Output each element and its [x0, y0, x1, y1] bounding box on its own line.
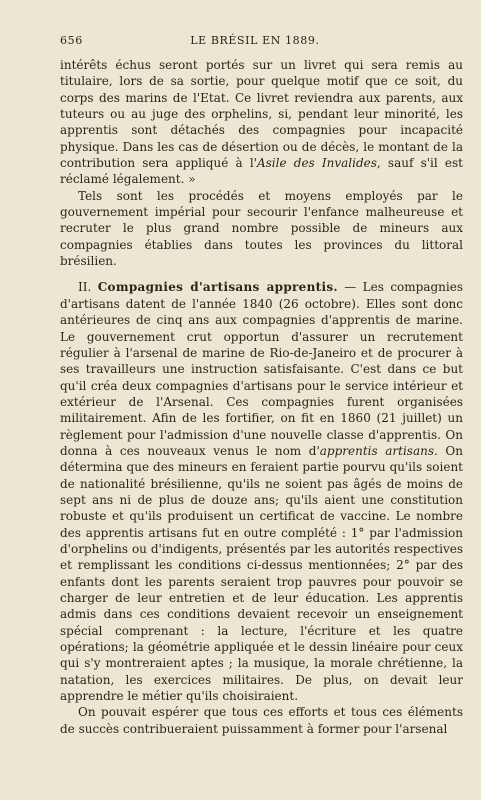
body-text — [60, 57, 463, 737]
paragraph-3-text-end: . On détermina que des mineurs en feraient partie pourvu qu'ils soient de nationalité brésilienne, qu'ils ne soient pas âgés de moins de sept ans ni de plus de douze ans; qu'ils aient une constitution robuste et qu'ils produisent un certificat de vaccine. Le nombre des apprentis artisans fut en outre complété : 1° par l'admission d'orphelins ou d'indigents, présentés par les autorités respectives et remplissant les conditions ci-dessus mentionnées; 2° par des enfants dont les parents seraient trop pauvres pour pouvoir se charger de leur entretien et de leur éducation. Les apprentis admis dans ces conditions devaient recevoir un enseignement spécial comprenant : la lecture, l'écriture et les quatre opérations; la géométrie appliquée et le dessin linéaire pour ceux qui s'y montreraient aptes ; la musique, la morale chrétienne, la natation, les exercices militaires. De plus, on devait leur apprendre le métier qu'ils choisiraient. — [60, 443, 463, 704]
paragraph-3 — [60, 279, 463, 704]
paragraph-2: Tels sont les procédés et moyens employés par le gouvernement impérial pour secourir l'enfance malheureuse et recruter le plus grand nombre possible de mineurs aux compagnies établies dans toutes les provinces du littoral brésilien. — [60, 188, 463, 269]
page-number: 656 — [60, 34, 83, 47]
paragraph-3-text: — Les compagnies d'artisans datent de l'année 1840 (26 octobre). Elles sont donc antérieures de cinq ans aux compagnies d'apprentis de marine. Le gouvernement crut opportun d'assurer un recrutement régulier à l'arsenal de marine de Rio-de-Janeiro et de procurer à ses travailleurs une instruction satisfaisante. C'est dans ce but qu'il créa deux compagnies d'artisans pour le service intérieur et extérieur de l'Arsenal. Ces compagnies furent organisées militairement. Afin de les fortifier, on fit en 1860 (21 juillet) un règlement pour l'admission d'une nouvelle classe d'apprentis. On donna à ces nouveaux venus le nom d' — [60, 280, 463, 458]
paragraph-4: On pouvait espérer que tous ces efforts et tous ces éléments de succès contribueraient puissamment à former pour l'arsenal — [60, 705, 463, 736]
paragraph-1-text: intérêts échus seront portés sur un livret qui sera remis au titulaire, lors de sa sortie, pour quelque motif que ce soit, du corps des marins de l'Etat. Ce livret reviendra aux parents, aux tuteurs ou au juge des orphelins, si, pendant leur minorité, les apprentis sont détachés des compagnies pour incapacité physique. Dans les cas de désertion ou de décès, le montant de la contribution sera appliqué à l' — [60, 58, 463, 171]
paragraph-1 — [60, 57, 463, 188]
paragraph-3-italic: apprentis artisans — [319, 443, 435, 458]
section-heading: Compagnies d'artisans apprentis. — [97, 280, 338, 295]
page-header — [60, 34, 463, 47]
section-number: II. — [78, 280, 92, 295]
running-title: LE BRÉSIL EN 1889. — [190, 34, 320, 47]
paragraph-1-text-end: , sauf s'il est réclamé légalement. » — [60, 156, 463, 187]
paragraph-1-italic: Asile des Invalides — [256, 156, 377, 171]
